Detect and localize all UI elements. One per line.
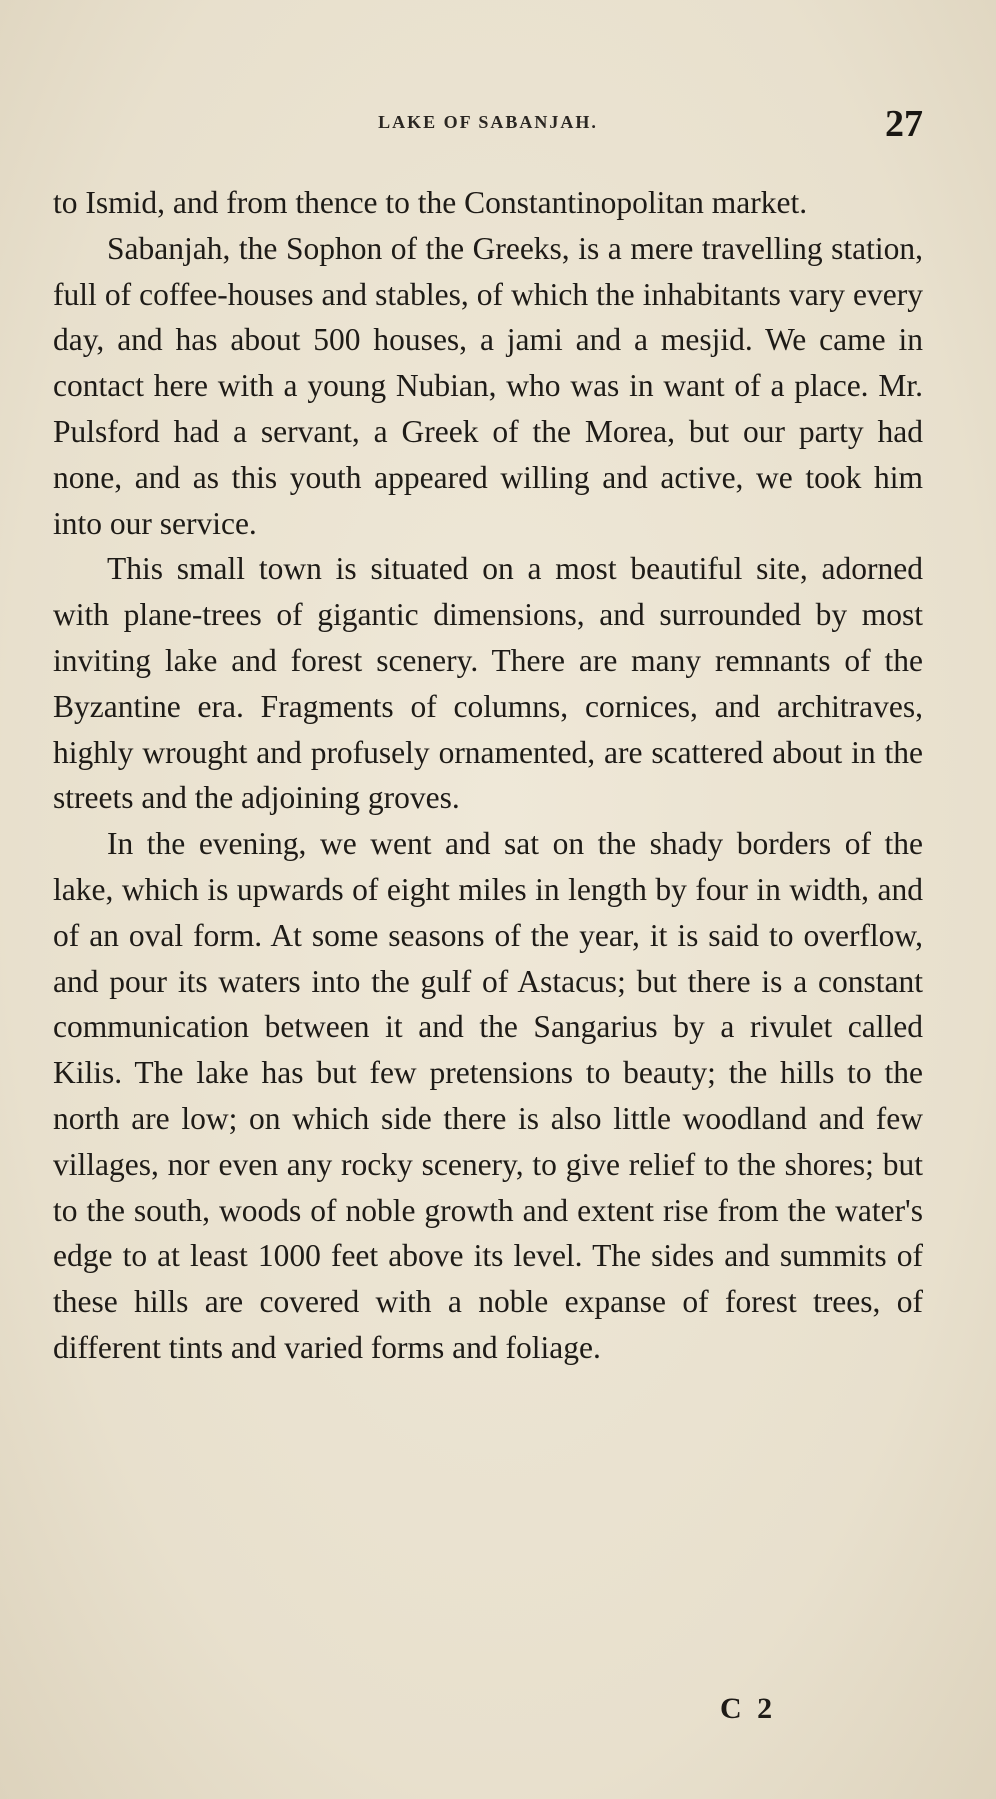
paragraph-evening-lake: In the evening, we went and sat on the shady borders of the lake, which is upwards of eight miles in length by four in width, and of an oval form. At some seasons of the year, it is said to overflow, and pour its waters into the gulf of Astacus; but there is a constant communication between it and the Sangarius by a rivulet called Kilis. The lake has but few pretensions to beauty; the hills to the north are low; on which side there is also little woodland and few villages, nor even any rocky scenery, to give relief to the shores; but to the south, woods of noble growth and extent rise from the water's edge to at least 1000 feet above its level. The sides and summits of these hills are covered with a noble expanse of forest trees, of different tints and varied forms and foliage. [53, 826, 923, 1365]
paragraph-sabanjah: Sabanjah, the Sophon of the Greeks, is a mere travelling station, full of coffee-houses and stables, of which the inhabitants vary every day, and has about 500 houses, a jami and a mesjid. We came in contact here with a young Nubian, who was in want of a place. Mr. Pulsford had a servant, a Greek of the Morea, but our party had none, and as this youth appeared willing and active, we took him into our service. [53, 230, 923, 541]
running-head: LAKE OF SABANJAH. [378, 112, 598, 132]
paragraph-small-town: This small town is situated on a most beautiful site, adorned with plane-trees of gigantic dimensions, and surrounded by most inviting lake and forest scenery. There are many remnants of the Byzantine era. Fragments of columns, cornices, and architraves, highly wrought and profusely ornamented, are scattered about in the streets and the adjoining groves. [53, 551, 923, 816]
page-header [53, 103, 923, 148]
signature-mark: C 2 [720, 1692, 777, 1725]
page-number: 27 [885, 103, 923, 145]
body-text [53, 180, 923, 1371]
paragraph-continuation: to Ismid, and from thence to the Constantinopolitan market. [53, 185, 808, 220]
